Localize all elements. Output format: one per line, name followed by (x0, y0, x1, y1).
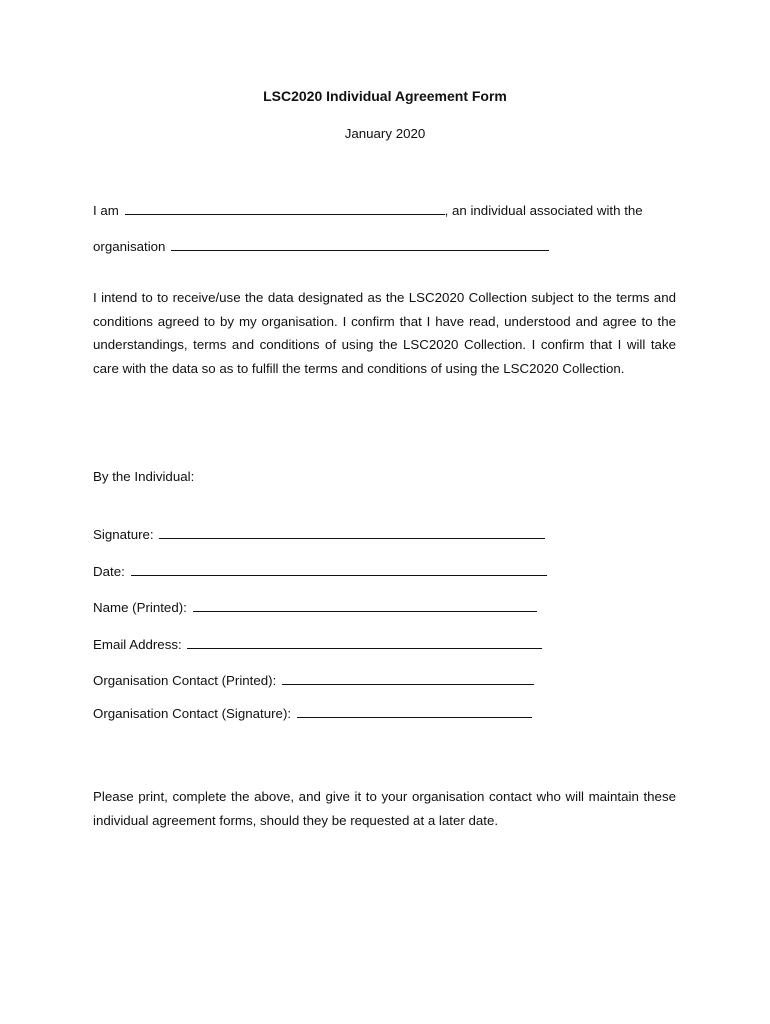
document-date: January 2020 (344, 126, 426, 141)
body-paragraph: I intend to to receive/use the data designated as the LSC2020 Collection subject to the terms and conditions agreed to by my organisation. I confirm that I have read, understood and agree to the understandings, terms and conditions of using the LSC2020 Collection. I confirm that I will take care with the data so as to fulfill the terms and conditions of using the LSC2020 Collection. (93, 290, 676, 376)
signature-blank[interactable] (159, 524, 545, 539)
by-individual-label: By the Individual: (93, 469, 195, 484)
date-row (93, 561, 547, 579)
name-printed-blank[interactable] (193, 597, 537, 612)
organisation-blank[interactable] (171, 236, 549, 251)
intro-suffix: , an individual associated with the (444, 203, 643, 218)
email-blank[interactable] (187, 634, 542, 649)
name-blank[interactable] (125, 200, 445, 215)
org-contact-signature-blank[interactable] (297, 703, 532, 718)
closing-paragraph: Please print, complete the above, and give it to your organisation contact who will maintain these individual agreement forms, should they be requested at a later date. (93, 789, 676, 828)
signature-row (93, 524, 545, 542)
name-printed-row (93, 597, 537, 615)
document-title: LSC2020 Individual Agreement Form (263, 88, 507, 104)
name-printed-label: Name (Printed): (93, 600, 187, 615)
org-contact-printed-row (93, 670, 534, 688)
org-contact-signature-row (93, 703, 532, 721)
organisation-label: organisation (93, 239, 166, 254)
email-label: Email Address: (93, 637, 182, 652)
date-label: Date: (93, 564, 125, 579)
intro-prefix: I am (93, 203, 119, 218)
org-contact-printed-blank[interactable] (282, 670, 534, 685)
intro-line-2 (93, 236, 549, 254)
intro-line-1 (93, 200, 643, 218)
date-blank[interactable] (131, 561, 547, 576)
org-contact-signature-label: Organisation Contact (Signature): (93, 706, 292, 721)
signature-label: Signature: (93, 527, 154, 542)
email-row (93, 634, 542, 652)
org-contact-printed-label: Organisation Contact (Printed): (93, 673, 277, 688)
